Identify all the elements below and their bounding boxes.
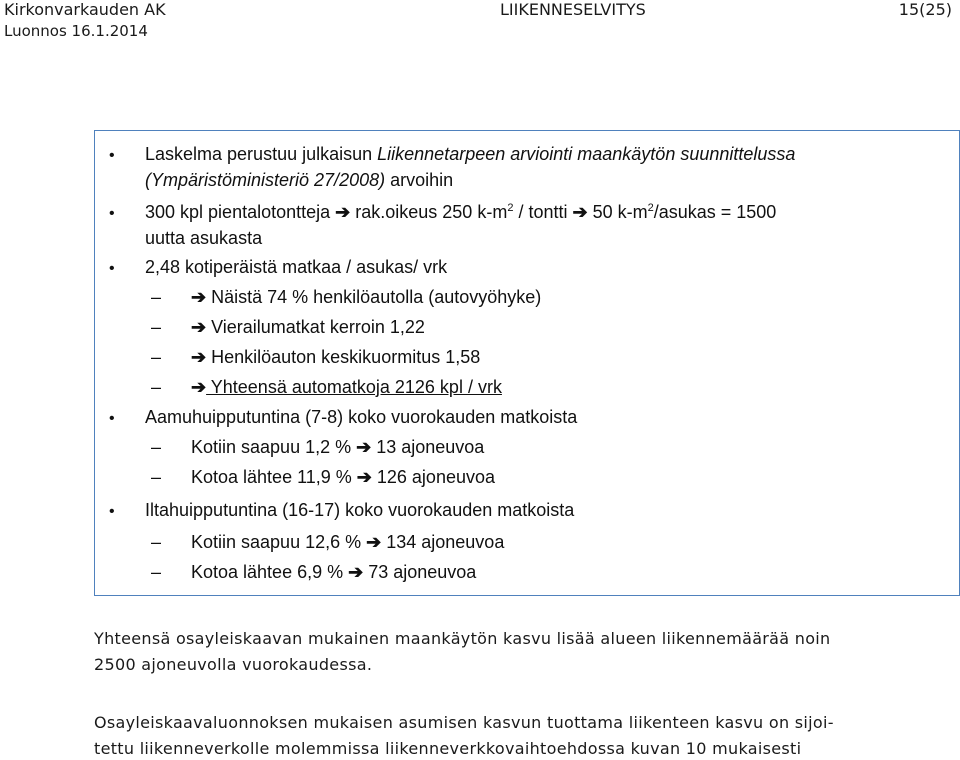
slide-subline: Kotiin saapuu 12,6 % ➔ 134 ajoneuvoa [191, 532, 505, 552]
dash-icon: – [151, 287, 162, 307]
paragraph-line: Yhteensä osayleiskaavan mukainen maankäytön kasvu lisää alueen liikennemäärää noin [94, 629, 831, 648]
paragraph-line: 2500 ajoneuvolla vuorokaudessa. [94, 655, 373, 674]
arrow-right-icon: ➔ [366, 532, 382, 552]
paragraph-line: tettu liikenneverkolle molemmissa liikenneverkkovaihtoehdossa kuvan 10 mukaisesti [94, 739, 802, 758]
slide-line: Iltahuipputuntina (16-17) koko vuorokauden matkoista [145, 500, 575, 520]
draft-date: Luonnos 16.1.2014 [4, 22, 148, 40]
slide-line: uutta asukasta [145, 228, 263, 248]
dash-icon: – [151, 377, 162, 397]
dash-icon: – [151, 317, 162, 337]
arrow-right-icon: ➔ [356, 437, 372, 457]
arrow-right-icon: ➔ [572, 202, 588, 222]
slide-subline: Kotoa lähtee 11,9 % ➔ 126 ajoneuvoa [191, 467, 495, 487]
slide-line: (Ympäristöministeriö 27/2008) arvoihin [145, 170, 454, 190]
arrow-right-icon: ➔ [191, 347, 207, 367]
dash-icon: – [151, 437, 162, 457]
slide-line: Laskelma perustuu julkaisun Liikennetarpeen arviointi maankäytön suunnittelussa [145, 144, 796, 164]
bullet-icon: • [109, 147, 115, 164]
slide-subline: Kotoa lähtee 6,9 % ➔ 73 ajoneuvoa [191, 562, 477, 582]
slide-subline: ➔ Vierailumatkat kerroin 1,22 [191, 317, 425, 337]
slide-line: 2,48 kotiperäistä matkaa / asukas/ vrk [145, 257, 448, 277]
document-type: LIIKENNESELVITYS [500, 0, 646, 19]
dash-icon: – [151, 467, 162, 487]
arrow-right-icon: ➔ [348, 562, 364, 582]
bullet-icon: • [109, 410, 115, 427]
arrow-right-icon: ➔ [356, 467, 372, 487]
arrow-right-icon: ➔ [191, 377, 207, 397]
dash-icon: – [151, 532, 162, 552]
paragraph-line: Osayleiskaavaluonnoksen mukaisen asumisen kasvun tuottama liikenteen kasvu on sijoi- [94, 713, 834, 732]
arrow-right-icon: ➔ [191, 287, 207, 307]
slide-subline: ➔ Näistä 74 % henkilöautolla (autovyöhyke) [191, 287, 542, 307]
bullet-icon: • [109, 503, 115, 520]
slide-subline: Kotiin saapuu 1,2 % ➔ 13 ajoneuvoa [191, 437, 485, 457]
body-paragraph [94, 710, 954, 760]
body-paragraph [94, 626, 954, 678]
slide-line: Aamuhuipputuntina (7-8) koko vuorokauden matkoista [145, 407, 578, 427]
bullet-icon: • [109, 205, 115, 222]
slide-subline: ➔ Henkilöauton keskikuormitus 1,58 [191, 347, 481, 367]
dash-icon: – [151, 562, 162, 582]
slide-line: 300 kpl pientalotontteja ➔ rak.oikeus 250 $k-m^2$ / tontti ➔ 50 $k-m^2$/asukas = 1500 [145, 202, 777, 222]
embedded-slide [94, 130, 960, 596]
arrow-right-icon: ➔ [191, 317, 207, 337]
slide-subline: ➔ Yhteensä automatkoja 2126 kpl / vrk [191, 377, 502, 397]
bullet-icon: • [109, 260, 115, 277]
document-name: Kirkonvarkauden AK [4, 0, 166, 19]
arrow-right-icon: ➔ [335, 202, 351, 222]
dash-icon: – [151, 347, 162, 367]
page-number: 15(25) [898, 0, 952, 19]
